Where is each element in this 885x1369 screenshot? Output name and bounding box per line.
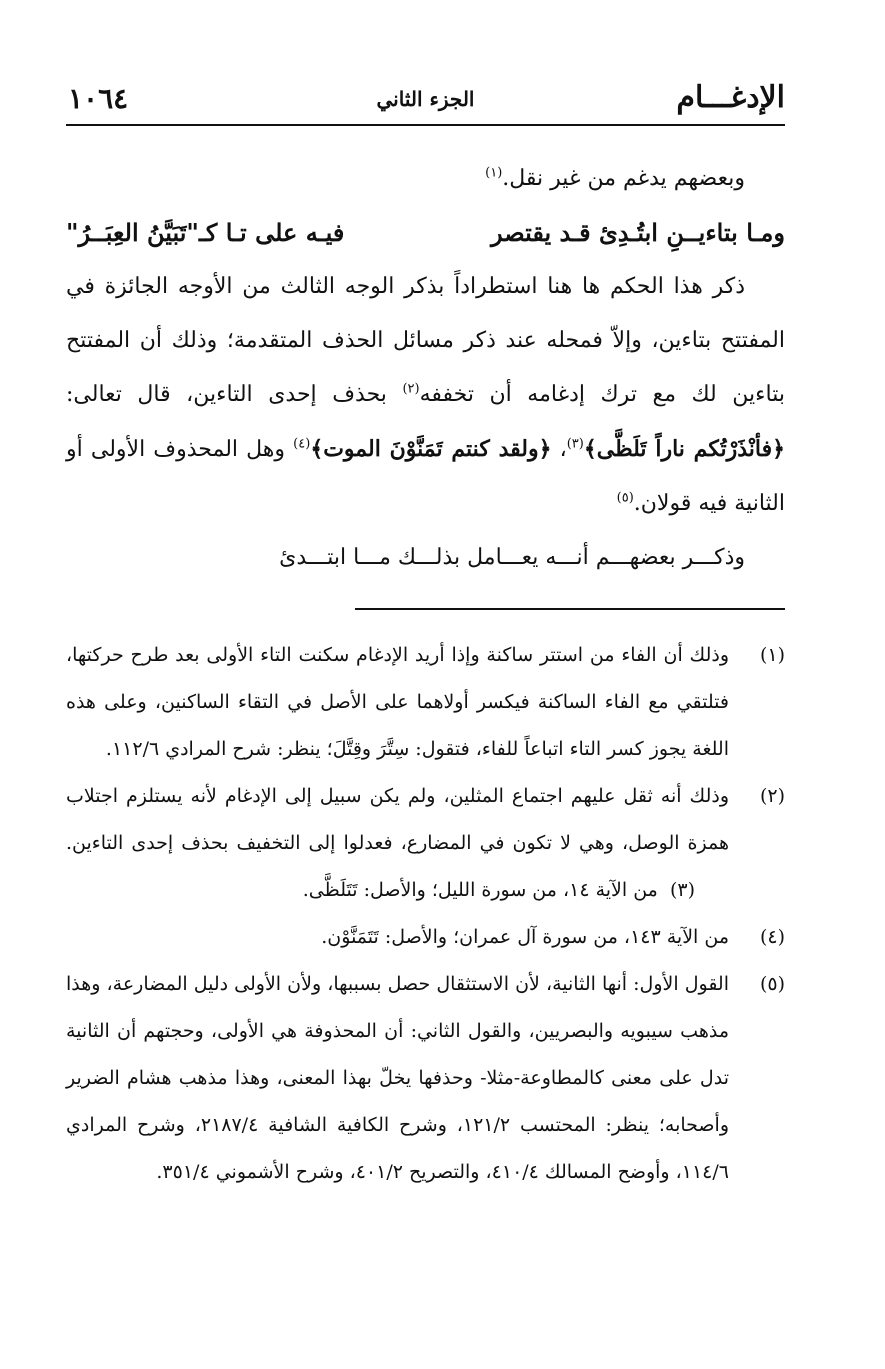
footnote-text: القول الأول: أنها الثانية، لأن الاستثقال حصل بسببها، ولأن الأولى دليل المضارعة، وهذا مذهب سيبويه والبصريين، والقول الثاني: أن المحذوفة هي الأولى، وحجتهم أن الثانية تدل على معنى كالمطاوعة-مثلا- وحذفها يخلّ بهذا المعنى، وهذا مذهب هشام الضرير وأصحابه؛ ينظر: المحتسب ١٢١/٢، وشرح الكافية الشافية ٢١٨٧/٤، وشرح المرادي ١١٤/٦، وأوضح المسالك ٤١٠/٤، والتصريح ٤٠١/٢، وشرح الأشموني ٣٥١/٤. [66,973,730,1183]
poetry-verse [66,206,785,260]
footnote-text: وذلك أن الفاء من استتر ساكنة وإذا أريد الإدغام سكنت التاء الأولى بعد طرح حركتها، فتلتقي مع الفاء الساكنة فيكسر أولاهما على الأصل في التقاء الساكنين، وعلى هذه اللغة يجوز كسر التاء اتباعاً للفاء، فتقول: سِتَّرَ وقِتَّلَ؛ ينظر: شرح المرادي ١١٢/٦. [66,644,729,760]
footnote-4 [66,914,785,961]
footnote-text: من الآية ١٤٣، من سورة آل عمران؛ والأصل: تَتَمَنَّوْن. [321,926,729,948]
footnotes [66,632,785,1196]
continuation-paragraph: وذكـــر بعضهـــم أنـــه يعـــامل بذلـــك مـــا ابتـــدئ [279,545,745,570]
footnote-number: (١) [759,644,785,666]
main-text [66,152,785,585]
page-number: ١٠٦٤ [68,82,129,115]
verse-second-hemistich: فيـه على تـا كـ"تَبَيَّنُ العِبَــرُ" [66,218,345,247]
footnote-number: (٤) [759,926,785,948]
verse-first-hemistich: ومـا بتاءيــنِ ابتُـدِئ قـد يقتصر [491,218,785,247]
explanation-paragraph: ذكر هذا الحكم ها هنا استطراداً بذكر الوجه الثالث من الأوجه الجائزة في المفتتح بتاءين، وإلاّ فمحله عند ذكر مسائل الحذف المتقدمة؛ وذلك أن المفتتح بتاءين لك مع ترك إدغامه أن تخففه$^{(٢)}$ بحذف إحدى التاءين، قال تعالى: ﴿فأنْذَرْتُكم ناراً تَلَظَّى﴾$^{(٣)}$، ﴿ولقد كنتم تَمَنَّوْنَ الموت﴾$^{(٤)}$ وهل المحذوف الأولى أو الثانية فيه قولان.$^{(٥)}$ [66,274,786,516]
footnote-5 [66,961,785,1196]
footnote-2 [66,773,785,914]
part-title: الجزء الثاني [376,87,475,111]
footnote-number: (٢) [759,785,785,807]
intro-line: وبعضهم يدغم من غير نقل.$^{(١)}$ [485,165,745,191]
footnote-ref-3: (٣) [566,436,584,452]
footnote-ref-4: (٤) [293,436,311,452]
chapter-title: الإدغـــام [676,80,785,115]
footnote-ref-2: (٢) [402,381,420,397]
quran-quote-1: ﴿فأنْذَرْتُكم ناراً تَلَظَّى﴾ [583,436,786,462]
footnote-text: وذلك أنه ثقل عليهم اجتماع المثلين، ولم يكن سبيل إلى الإدغام لأنه يستلزم اجتلاب همزة الوصل، وهي لا تكون في المضارع، فعدلوا إلى التخفيف بحذف إحدى التاءين.(٣) من الآية ١٤، من سورة الليل؛ والأصل: تَتَلَظَّى. [66,785,729,901]
footnote-ref-5: (٥) [616,490,634,506]
page-header [66,78,785,126]
footnote-separator [355,608,785,610]
footnote-1 [66,632,785,773]
quran-quote-2: ﴿ولقد كنتم تَمَنَّوْنَ الموت﴾ [310,436,552,462]
footnote-number: (٥) [759,973,785,995]
footnote-number-inline: (٣) [669,879,695,901]
footnote-3-text: من الآية ١٤، من سورة الليل؛ والأصل: تَتَلَظَّى. [302,879,658,901]
footnote-ref-1: (١) [485,165,503,181]
